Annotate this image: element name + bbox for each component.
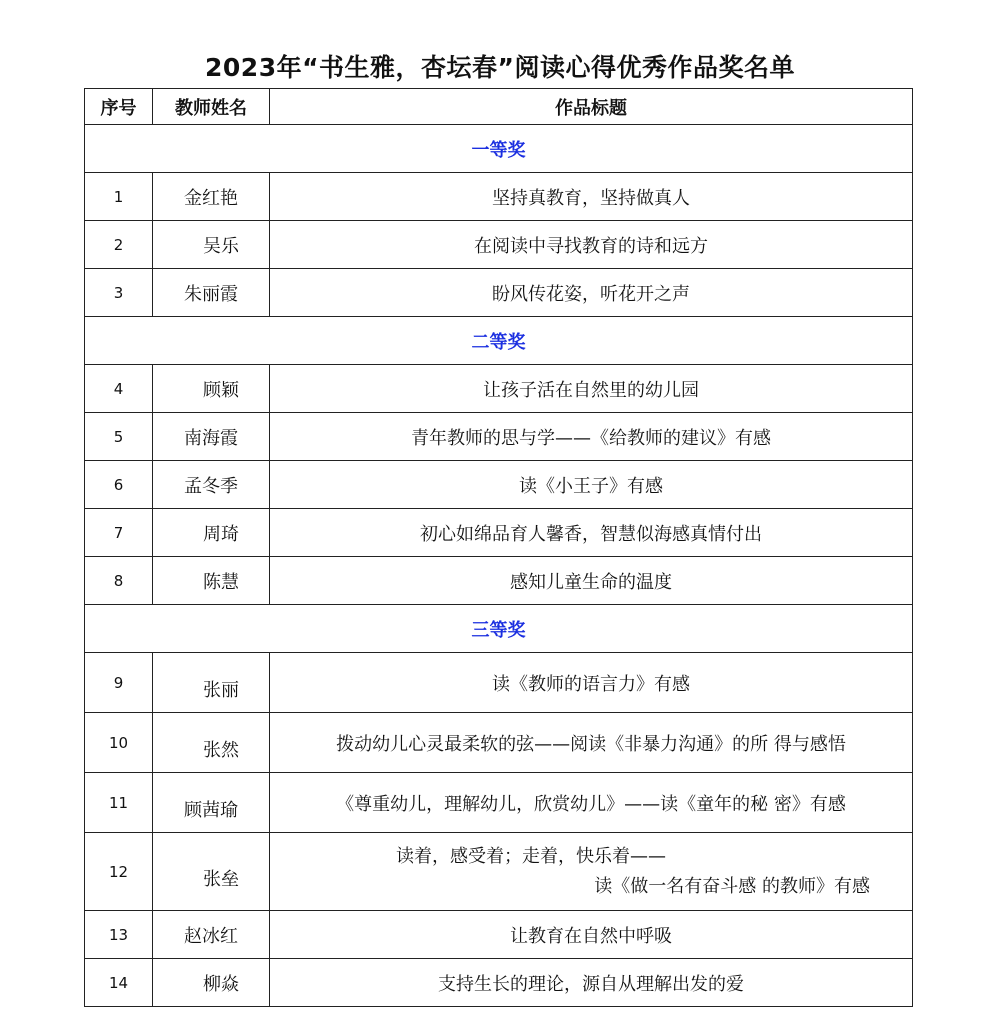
row-teacher-name: 朱丽霞 [153,269,270,317]
row-no: 7 [85,509,153,557]
work-title-line-2: 读《做一名有奋斗感 的教师》有感 [594,875,870,897]
row-work-title: 《尊重幼儿，理解幼儿，欣赏幼儿》——读《童年的秘 密》有感 [270,773,913,833]
row-no: 6 [85,461,153,509]
section-first-prize [85,125,913,173]
row-no: 3 [85,269,153,317]
row-no: 11 [85,773,153,833]
table-row [85,365,913,413]
table-row [85,773,913,833]
row-work-title: 感知儿童生命的温度 [270,557,913,605]
header-row [85,89,913,125]
page-title: 2023年“书生雅，杏坛春”阅读心得优秀作品奖名单 [205,53,795,82]
row-no: 5 [85,413,153,461]
work-title-line-1: 读着，感受着；走着，快乐着—— [396,845,666,867]
row-work-title: 盼风传花姿，听花开之声 [270,269,913,317]
header-teacher-name: 教师姓名 [153,89,270,125]
row-teacher-name: 吴乐 [153,221,270,269]
row-teacher-name: 金红艳 [153,173,270,221]
row-work-title: 支持生长的理论，源自从理解出发的爱 [270,959,913,1007]
table-row [85,413,913,461]
row-teacher-name: 孟冬季 [153,461,270,509]
table-row [85,911,913,959]
row-work-title: 初心如绵品育人馨香，智慧似海感真情付出 [270,509,913,557]
row-teacher-name: 张然 [153,713,270,773]
row-work-title: 读《小王子》有感 [270,461,913,509]
row-no: 8 [85,557,153,605]
table-row [85,269,913,317]
table-row [85,713,913,773]
row-teacher-name: 顾颖 [153,365,270,413]
table-row [85,221,913,269]
table-row [85,557,913,605]
section-third-prize [85,605,913,653]
row-work-title: 拨动幼儿心灵最柔软的弦——阅读《非暴力沟通》的所 得与感悟 [270,713,913,773]
table-row [85,461,913,509]
header-work-title: 作品标题 [270,89,913,125]
award-table [84,88,913,1007]
row-no: 9 [85,653,153,713]
row-work-title [270,833,913,911]
row-work-title: 让教育在自然中呼吸 [270,911,913,959]
row-no: 1 [85,173,153,221]
section-label: 一等奖 [85,125,913,173]
row-work-title: 让孩子活在自然里的幼儿园 [270,365,913,413]
table-row [85,959,913,1007]
table-row [85,653,913,713]
row-no: 10 [85,713,153,773]
row-teacher-name: 张垒 [153,833,270,911]
row-work-title: 读《教师的语言力》有感 [270,653,913,713]
row-no: 4 [85,365,153,413]
row-work-title: 青年教师的思与学——《给教师的建议》有感 [270,413,913,461]
row-teacher-name: 赵冰红 [153,911,270,959]
header-no: 序号 [85,89,153,125]
row-no: 13 [85,911,153,959]
row-work-title: 坚持真教育，坚持做真人 [270,173,913,221]
row-teacher-name: 周琦 [153,509,270,557]
row-no: 12 [85,833,153,911]
row-teacher-name: 柳焱 [153,959,270,1007]
table-row [85,173,913,221]
row-work-title: 在阅读中寻找教育的诗和远方 [270,221,913,269]
section-second-prize [85,317,913,365]
section-label: 二等奖 [85,317,913,365]
table-row [85,833,913,911]
table-row [85,509,913,557]
row-teacher-name: 顾茜瑜 [153,773,270,833]
row-teacher-name: 陈慧 [153,557,270,605]
row-no: 14 [85,959,153,1007]
row-teacher-name: 南海霞 [153,413,270,461]
row-teacher-name: 张丽 [153,653,270,713]
section-label: 三等奖 [85,605,913,653]
row-no: 2 [85,221,153,269]
